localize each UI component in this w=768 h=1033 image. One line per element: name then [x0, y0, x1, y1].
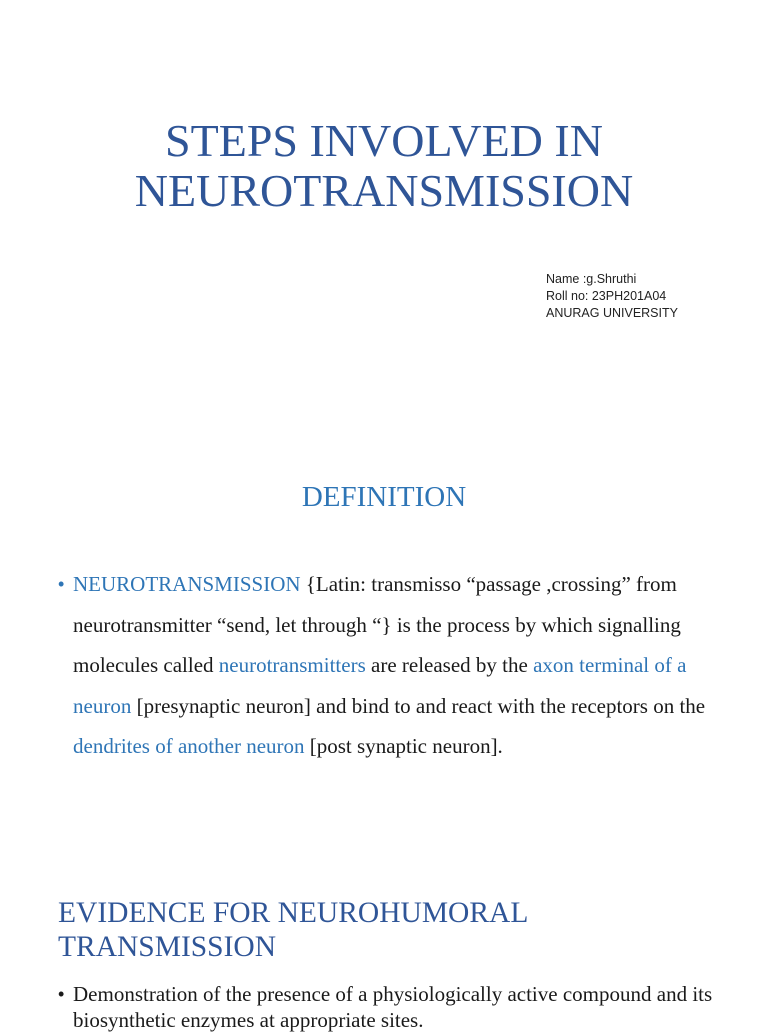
- definition-text: [73, 564, 718, 767]
- title-line-2: NEUROTRANSMISSION: [134, 165, 634, 216]
- title-line-1: STEPS INVOLVED IN: [165, 115, 603, 166]
- author-name: Name :g.Shruthi: [546, 272, 637, 286]
- bullet-icon: •: [58, 574, 65, 594]
- evidence-bullet: [58, 981, 718, 1033]
- bullet-icon: •: [58, 984, 65, 1004]
- evidence-heading: [58, 896, 528, 964]
- author-university: ANURAG UNIVERSITY: [546, 306, 678, 320]
- link-neurotransmitters[interactable]: neurotransmitters: [218, 653, 366, 677]
- slide-title: [0, 116, 768, 216]
- definition-part-4: [post synaptic neuron].: [304, 734, 503, 758]
- author-info: [546, 271, 678, 322]
- link-axon-terminal[interactable]: axon terminal of a neuron: [73, 653, 687, 718]
- definition-part-1: {Latin: transmisso “passage ,crossing” from neurotransmitter “send, let through “} is the process by which signalling molecules called: [73, 572, 681, 677]
- evidence-heading-line-2: TRANSMISSION: [58, 931, 277, 963]
- evidence-heading-line-1: EVIDENCE FOR NEUROHUMORAL: [58, 897, 529, 929]
- evidence-text: Demonstration of the presence of a physiologically active compound and its biosynthetic enzymes at appropriate sites.: [73, 982, 713, 1032]
- definition-heading: DEFINITION: [301, 481, 467, 513]
- definition-part-3: [presynaptic neuron] and bind to and react with the receptors on the: [131, 693, 706, 718]
- link-dendrites[interactable]: dendrites of another neuron: [73, 734, 305, 758]
- author-roll-number: Roll no: 23PH201A04: [546, 289, 667, 303]
- definition-bullet: [58, 564, 718, 767]
- definition-part-2: are released by the: [365, 653, 534, 677]
- definition-term: NEUROTRANSMISSION: [73, 572, 301, 596]
